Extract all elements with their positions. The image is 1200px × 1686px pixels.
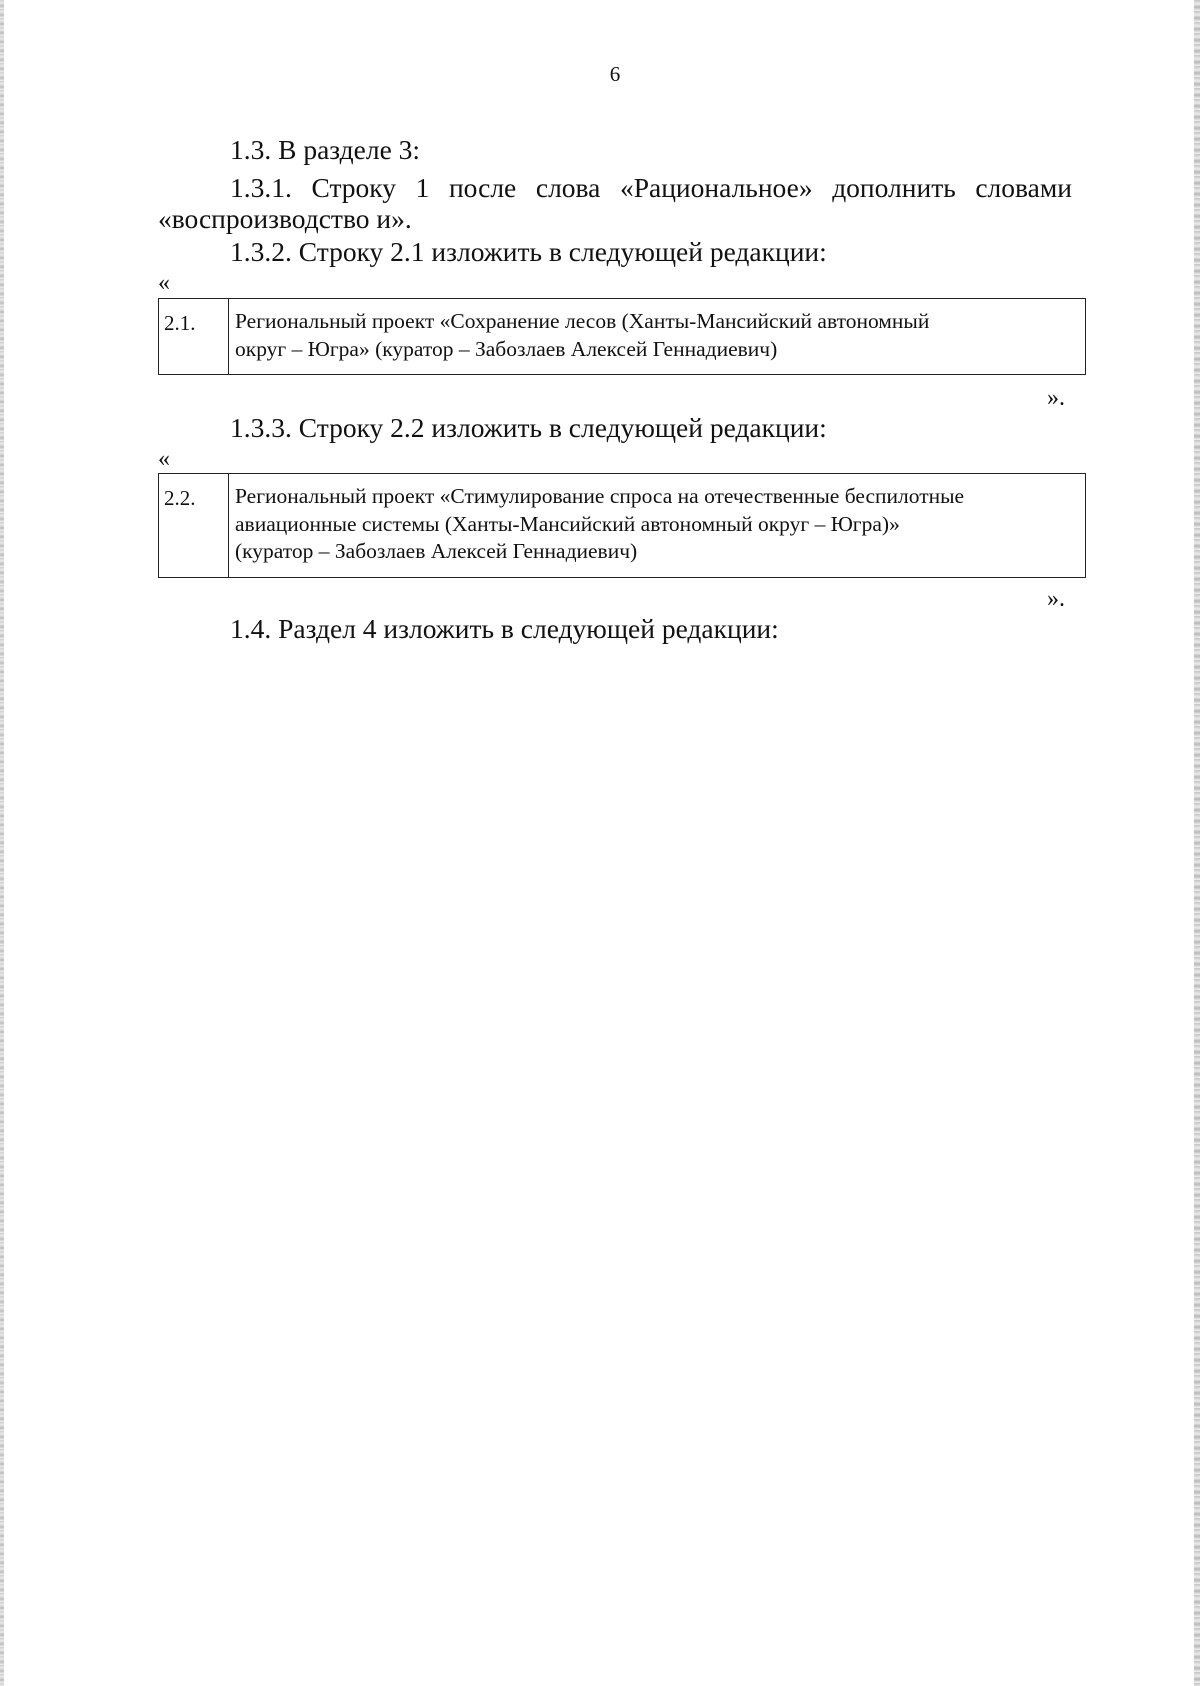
closing-quote-2-1: ». (1047, 385, 1065, 411)
item-1-3-1-word: дополнить (832, 172, 956, 203)
row-text-cell (229, 474, 1085, 577)
item-1-3-2-text: 1.3.2. Строку 2.1 изложить в следующей редакции: (230, 236, 827, 267)
item-1-3-1-continuation: «воспроизводство и». (158, 203, 412, 234)
item-1-3-1-word: «Рациональное» (619, 172, 813, 203)
opening-quote-2-1: « (158, 270, 170, 296)
row-number-cell: 2.2. (159, 474, 229, 577)
item-1-3-1-word: словами (975, 172, 1072, 203)
row-text-line: (куратор – Забозлаев Алексей Геннадиевич) (235, 539, 638, 563)
item-1-3-1-word: 1.3.1. (230, 172, 292, 203)
item-1-3-1-word: Строку (311, 172, 397, 203)
row-text-line: авиационные системы (Ханты-Мансийский автономный округ – Югра)» (235, 511, 900, 536)
opening-quote-2-2: « (158, 446, 170, 472)
scan-edge-left (0, 0, 4, 1686)
item-1-3-1-line (230, 172, 1072, 203)
row-text-cell (229, 299, 1085, 374)
row-number-cell: 2.1. (159, 299, 229, 374)
item-1-3-1-word: 1 (415, 172, 430, 203)
closing-quote-2-2: ». (1047, 586, 1065, 612)
table-row-2-2 (158, 473, 1086, 578)
item-1-3-1-word: после (448, 172, 517, 203)
item-1-3-3-text: 1.3.3. Строку 2.2 изложить в следующей редакции: (230, 412, 827, 443)
row-text-line: округ – Югра» (куратор – Забозлаев Алексей Геннадиевич) (235, 336, 778, 361)
scan-edge-right (1194, 0, 1200, 1686)
section-1-3-heading: 1.3. В разделе 3: (230, 134, 421, 165)
table-row-2-1 (158, 298, 1086, 375)
section-1-4-text: 1.4. Раздел 4 изложить в следующей редакции: (230, 613, 779, 644)
item-1-3-1-word: слова (535, 172, 601, 203)
row-text-line: Региональный проект «Стимулирование спроса на отечественные беспилотные (235, 484, 965, 508)
row-text-line: Региональный проект «Сохранение лесов (Ханты-Мансийский автономный (235, 309, 930, 333)
page-number: 6 (609, 62, 621, 86)
